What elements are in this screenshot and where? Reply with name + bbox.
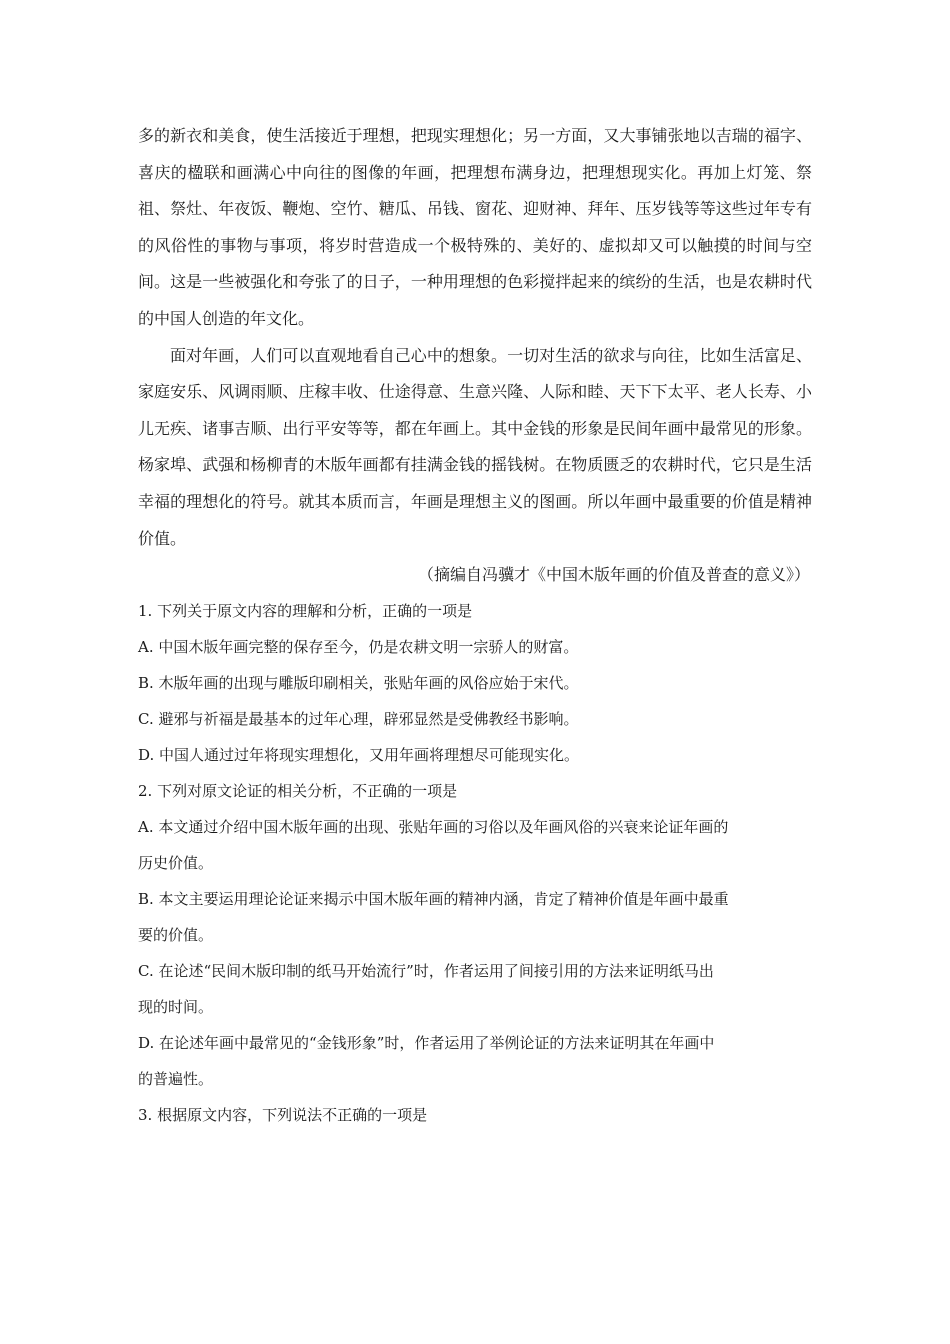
document-content [138, 118, 812, 1133]
question-2-option-b [138, 881, 812, 953]
question-2-option-a-line2: 历史价值。 [138, 854, 214, 873]
question-2-option-c [138, 953, 812, 1025]
question-1-option-d: D. 中国人通过过年将现实理想化，又用年画将理想尽可能现实化。 [138, 746, 580, 765]
question-1-option-a: A. 中国木版年画完整的保存至今，仍是农耕文明一宗骄人的财富。 [138, 638, 579, 657]
question-2-option-d-line1: D. 在论述年画中最常见的“金钱形象”时，作者运用了举例论证的方法来证明其在年画中 [138, 1034, 715, 1053]
passage-paragraph-1: 多的新衣和美食，使生活接近于理想，把现实理想化；另一方面，又大事铺张地以吉瑞的福字、喜庆的楹联和画满心中向往的图像的年画，把理想布满身边，把理想现实化。再加上灯笼、祭祖、祭灶、年夜饭、鞭炮、空竹、糖瓜、吊钱、窗花、迎财神、拜年、压岁钱等等这些过年专有的风俗性的事物与事项，将岁时营造成一个极特殊的、美好的、虚拟却又可以触摸的时间与空间。这是一些被强化和夸张了的日子，一种用理想的色彩搅拌起来的缤纷的生活，也是农耕时代的中国人创造的年文化。 [138, 126, 812, 328]
passage-paragraph-2: 面对年画，人们可以直观地看自己心中的想象。一切对生活的欲求与向往，比如生活富足、家庭安乐、风调雨顺、庄稼丰收、仕途得意、生意兴隆、人际和睦、天下下太平、老人长寿、小儿无疾、诸事吉顺、出行平安等等，都在年画上。其中金钱的形象是民间年画中最常见的形象。杨家埠、武强和杨柳青的木版年画都有挂满金钱的摇钱树。在物质匮乏的农耕时代，它只是生活幸福的理想化的符号。就其本质而言，年画是理想主义的图画。所以年画中最重要的价值是精神价值。 [138, 345, 812, 548]
question-2-option-b-line1: B. 本文主要运用理论论证来揭示中国木版年画的精神内涵，肯定了精神价值是年画中最重 [138, 890, 729, 909]
question-2-option-d-line2: 的普遍性。 [138, 1070, 214, 1089]
question-1-option-b: B. 木版年画的出现与雕版印刷相关，张贴年画的风俗应始于宋代。 [138, 674, 579, 693]
question-2-option-b-line2: 要的价值。 [138, 926, 214, 945]
question-3-stem: 3. 根据原文内容，下列说法不正确的一项是 [138, 1106, 428, 1125]
question-1-option-c: C. 避邪与祈福是最基本的过年心理，辟邪显然是受佛教经书影响。 [138, 710, 579, 729]
question-2-option-c-line2: 现的时间。 [138, 998, 214, 1017]
passage-source: （摘编自冯骥才《中国木版年画的价值及普查的意义》） [417, 565, 810, 585]
question-2-option-a [138, 809, 812, 881]
question-2-option-c-line1: C. 在论述“民间木版印制的纸马开始流行”时，作者运用了间接引用的方法来证明纸马出 [138, 962, 714, 981]
question-2-option-a-line1: A. 本文通过介绍中国木版年画的出现、张贴年画的习俗以及年画风俗的兴衰来论证年画的 [138, 818, 729, 837]
question-2-stem: 2. 下列对原文论证的相关分析，不正确的一项是 [138, 782, 458, 801]
question-2-option-d [138, 1025, 812, 1097]
question-1-stem: 1. 下列关于原文内容的理解和分析，正确的一项是 [138, 602, 473, 621]
